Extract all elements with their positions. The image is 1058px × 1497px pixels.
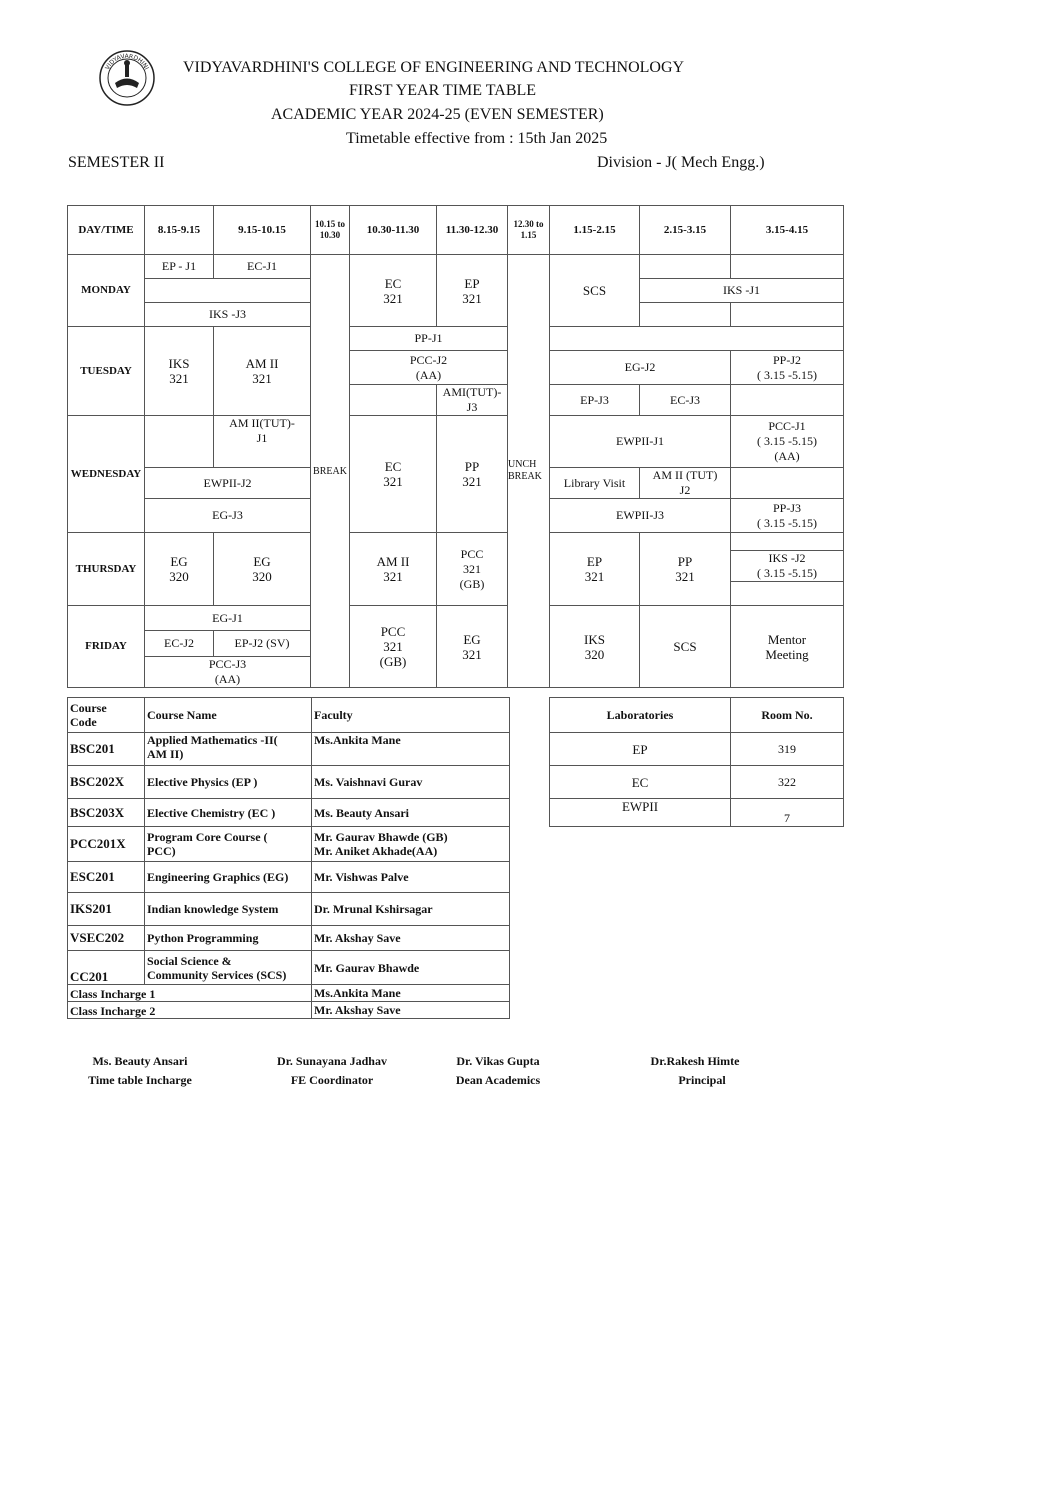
header-room-no: Room No. bbox=[731, 698, 844, 733]
cell bbox=[731, 533, 844, 551]
table-row bbox=[68, 951, 510, 985]
course-faculty: Ms. Vaishnavi Gurav bbox=[312, 766, 510, 799]
table-row bbox=[550, 733, 844, 766]
timetable-grid bbox=[67, 205, 844, 688]
class-incharge-label: Class Incharge 2 bbox=[68, 1002, 312, 1019]
cell: IKS 321 bbox=[145, 327, 214, 416]
cell: EP - J1 bbox=[145, 255, 214, 279]
svg-text:VIDYAVARDHINI: VIDYAVARDHINI bbox=[104, 52, 150, 72]
signature-name: Dr. Sunayana Jadhav bbox=[277, 1054, 387, 1068]
header-slot-6: 2.15-3.15 bbox=[640, 206, 731, 255]
course-code: IKS201 bbox=[68, 893, 145, 926]
cell: IKS -J1 bbox=[640, 279, 844, 303]
cell: PP-J2 ( 3.15 -5.15) bbox=[731, 351, 844, 385]
header-slot-7: 3.15-4.15 bbox=[731, 206, 844, 255]
table-row bbox=[68, 985, 510, 1002]
cell: EC-J3 bbox=[640, 385, 731, 416]
header-day-time: DAY/TIME bbox=[68, 206, 145, 255]
table-row bbox=[68, 827, 510, 862]
college-logo bbox=[99, 50, 155, 106]
header-course-name: Course Name bbox=[145, 698, 312, 733]
cell: SCS bbox=[640, 606, 731, 688]
course-faculty: Mr. Vishwas Palve bbox=[312, 862, 510, 893]
cell: EG-J3 bbox=[145, 499, 311, 533]
course-faculty: Ms.Ankita Mane bbox=[312, 733, 510, 766]
signature-name: Ms. Beauty Ansari bbox=[92, 1054, 188, 1068]
cell: AM II 321 bbox=[214, 327, 311, 416]
day-tuesday: TUESDAY bbox=[68, 327, 145, 416]
cell bbox=[731, 582, 844, 606]
course-code: CC201 bbox=[68, 951, 145, 985]
course-name: Elective Chemistry (EC ) bbox=[145, 799, 312, 827]
cell bbox=[640, 255, 731, 279]
cell: EC 321 bbox=[350, 255, 437, 327]
header-course-code: Course Code bbox=[68, 698, 145, 733]
cell: EP-J3 bbox=[550, 385, 640, 416]
header-lunch: 12.30 to 1.15 bbox=[508, 206, 550, 255]
table-row bbox=[68, 862, 510, 893]
table-row bbox=[68, 1002, 510, 1019]
table-row bbox=[550, 799, 844, 827]
course-name: Elective Physics (EP ) bbox=[145, 766, 312, 799]
labs-table bbox=[549, 697, 844, 827]
course-name: Social Science & Community Services (SCS) bbox=[145, 951, 312, 985]
signature-role: Principal bbox=[678, 1073, 726, 1087]
cell bbox=[731, 468, 844, 499]
cell: EP 321 bbox=[437, 255, 508, 327]
cell: PCC 321 (GB) bbox=[437, 533, 508, 606]
semester-label: SEMESTER II bbox=[68, 154, 165, 171]
table-row bbox=[68, 799, 510, 827]
header-faculty: Faculty bbox=[312, 698, 510, 733]
header-slot-4: 11.30-12.30 bbox=[437, 206, 508, 255]
cell bbox=[145, 416, 214, 468]
cell: SCS bbox=[550, 255, 640, 327]
cell: IKS 320 bbox=[550, 606, 640, 688]
course-faculty: Mr. Gaurav Bhawde bbox=[312, 951, 510, 985]
cell: IKS -J2 ( 3.15 -5.15) bbox=[731, 551, 844, 582]
cell: EG 320 bbox=[214, 533, 311, 606]
cell: EC 321 bbox=[350, 416, 437, 533]
page-title: FIRST YEAR TIME TABLE bbox=[349, 82, 537, 99]
college-name: VIDYAVARDHINI'S COLLEGE OF ENGINEERING AND TECHNOLOGY bbox=[183, 59, 685, 76]
signature-name: Dr.Rakesh Himte bbox=[650, 1054, 740, 1068]
signature-role: Time table Incharge bbox=[88, 1073, 192, 1087]
division-label: Division - J( Mech Engg.) bbox=[597, 154, 765, 171]
course-name: Program Core Course ( PCC) bbox=[145, 827, 312, 862]
course-name: Engineering Graphics (EG) bbox=[145, 862, 312, 893]
cell bbox=[350, 385, 437, 416]
cell: EG-J2 bbox=[550, 351, 731, 385]
header-slot-5: 1.15-2.15 bbox=[550, 206, 640, 255]
header-slot-1: 8.15-9.15 bbox=[145, 206, 214, 255]
header-laboratories: Laboratories bbox=[550, 698, 731, 733]
lab-name: EP bbox=[550, 733, 731, 766]
academic-year: ACADEMIC YEAR 2024-25 (EVEN SEMESTER) bbox=[271, 106, 604, 123]
cell: Mentor Meeting bbox=[731, 606, 844, 688]
cell bbox=[731, 255, 844, 279]
cell: EG 320 bbox=[145, 533, 214, 606]
cell: PP 321 bbox=[640, 533, 731, 606]
day-monday: MONDAY bbox=[68, 255, 145, 327]
cell: PP 321 bbox=[437, 416, 508, 533]
break-column: BREAK bbox=[311, 255, 350, 688]
cell bbox=[731, 385, 844, 416]
cell: EP 321 bbox=[550, 533, 640, 606]
cell: PP-J3 ( 3.15 -5.15) bbox=[731, 499, 844, 533]
cell: PCC 321 (GB) bbox=[350, 606, 437, 688]
class-incharge-label: Class Incharge 1 bbox=[68, 985, 312, 1002]
course-code: BSC203X bbox=[68, 799, 145, 827]
cell: PCC-J1 ( 3.15 -5.15) (AA) bbox=[731, 416, 844, 468]
course-table bbox=[67, 697, 510, 1019]
cell: AM II (TUT) J2 bbox=[640, 468, 731, 499]
course-name: Python Programming bbox=[145, 926, 312, 951]
cell: AMI(TUT)- J3 bbox=[437, 385, 508, 416]
course-name: Applied Mathematics -II( AM II) bbox=[145, 733, 312, 766]
header-slot-2: 9.15-10.15 bbox=[214, 206, 311, 255]
table-row bbox=[68, 926, 510, 951]
header-slot-3: 10.30-11.30 bbox=[350, 206, 437, 255]
day-friday: FRIDAY bbox=[68, 606, 145, 688]
cell: AM II(TUT)- J1 bbox=[214, 416, 311, 468]
class-incharge-faculty: Ms.Ankita Mane bbox=[312, 985, 510, 1002]
lab-room: 322 bbox=[731, 766, 844, 799]
signature-name: Dr. Vikas Gupta bbox=[456, 1054, 540, 1068]
table-row bbox=[68, 893, 510, 926]
cell bbox=[731, 303, 844, 327]
cell: EG-J1 bbox=[145, 606, 311, 631]
day-wednesday: WEDNESDAY bbox=[68, 416, 145, 533]
lab-name: EC bbox=[550, 766, 731, 799]
cell: PCC-J2 (AA) bbox=[350, 351, 508, 385]
course-faculty: Dr. Mrunal Kshirsagar bbox=[312, 893, 510, 926]
lab-room: 7 bbox=[731, 799, 844, 827]
course-code: ESC201 bbox=[68, 862, 145, 893]
course-code: VSEC202 bbox=[68, 926, 145, 951]
cell: Library Visit bbox=[550, 468, 640, 499]
cell: EP-J2 (SV) bbox=[214, 631, 311, 657]
course-name: Indian knowledge System bbox=[145, 893, 312, 926]
cell bbox=[550, 327, 844, 351]
course-faculty: Mr. Akshay Save bbox=[312, 926, 510, 951]
cell: EWPII-J1 bbox=[550, 416, 731, 468]
effective-date: Timetable effective from : 15th Jan 2025 bbox=[346, 130, 608, 147]
signature-role: FE Coordinator bbox=[290, 1073, 374, 1087]
signature-role: Dean Academics bbox=[455, 1073, 541, 1087]
course-code: BSC202X bbox=[68, 766, 145, 799]
table-row bbox=[68, 766, 510, 799]
day-thursday: THURSDAY bbox=[68, 533, 145, 606]
cell: EG 321 bbox=[437, 606, 508, 688]
table-row bbox=[68, 733, 510, 766]
lab-name: EWPII bbox=[550, 799, 731, 827]
cell: AM II 321 bbox=[350, 533, 437, 606]
cell: PP-J1 bbox=[350, 327, 508, 351]
cell: EWPII-J2 bbox=[145, 468, 311, 499]
lunch-break-column: UNCH BREAK bbox=[508, 255, 550, 688]
course-faculty: Mr. Gaurav Bhawde (GB) Mr. Aniket Akhade(AA) bbox=[312, 827, 510, 862]
cell: EWPII-J3 bbox=[550, 499, 731, 533]
cell: EC-J1 bbox=[214, 255, 311, 279]
cell bbox=[640, 303, 731, 327]
course-code: BSC201 bbox=[68, 733, 145, 766]
cell: PCC-J3 (AA) bbox=[145, 657, 311, 688]
cell: EC-J2 bbox=[145, 631, 214, 657]
cell: IKS -J3 bbox=[145, 303, 311, 327]
course-code: PCC201X bbox=[68, 827, 145, 862]
header-break: 10.15 to 10.30 bbox=[311, 206, 350, 255]
lab-room: 319 bbox=[731, 733, 844, 766]
course-faculty: Ms. Beauty Ansari bbox=[312, 799, 510, 827]
class-incharge-faculty: Mr. Akshay Save bbox=[312, 1002, 510, 1019]
cell bbox=[145, 279, 311, 303]
table-row bbox=[550, 766, 844, 799]
